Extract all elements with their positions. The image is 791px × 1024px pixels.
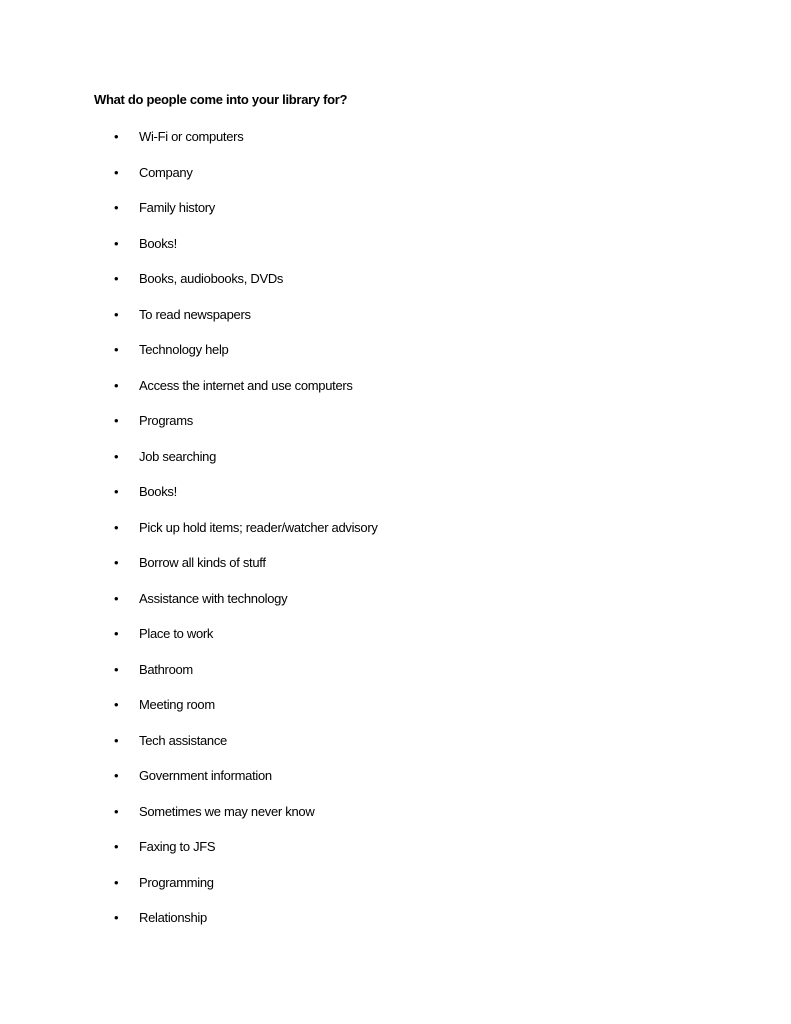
list-item	[0, 376, 791, 412]
list-item-text: Company	[139, 164, 193, 180]
list-item-text: Pick up hold items; reader/watcher advisory	[139, 519, 378, 535]
list-item-text: Assistance with technology	[139, 590, 288, 606]
list-item-text: Family history	[139, 200, 215, 215]
list-item-text: Books!	[139, 235, 177, 251]
list-item	[0, 731, 791, 767]
list-item	[0, 482, 791, 518]
bullet-icon: •	[114, 164, 119, 180]
bullet-icon: •	[114, 697, 119, 712]
bullet-icon: •	[114, 661, 119, 677]
list-item-text: Relationship	[139, 910, 207, 925]
list-item-text: Government information	[139, 768, 272, 783]
list-item-text: Faxing to JFS	[139, 839, 216, 854]
list-item-text: Place to work	[139, 626, 214, 641]
bullet-icon: •	[114, 626, 119, 641]
bullet-icon: •	[114, 874, 119, 890]
list-item-text: Programs	[139, 413, 193, 428]
list-item	[0, 163, 791, 199]
list-item	[0, 447, 791, 483]
list-item	[0, 518, 791, 554]
list-item-text: Wi-Fi or computers	[139, 129, 244, 144]
list-item-text: Technology help	[139, 342, 229, 357]
list-item-text: Tech assistance	[139, 732, 227, 748]
list-item-text: Borrow all kinds of stuff	[139, 555, 266, 570]
bullet-icon: •	[114, 377, 119, 393]
list-item-text: Books, audiobooks, DVDs	[139, 271, 284, 286]
list-item	[0, 340, 791, 376]
bullet-icon: •	[114, 129, 119, 144]
list-item-text: Access the internet and use computers	[139, 377, 353, 393]
list-item-text: Sometimes we may never know	[139, 803, 315, 819]
list-item	[0, 127, 791, 163]
bullet-icon: •	[114, 768, 119, 783]
list-item-text: Bathroom	[139, 661, 193, 677]
list-item	[0, 411, 791, 447]
bullet-icon: •	[114, 448, 119, 464]
bullet-icon: •	[114, 839, 119, 854]
list-item	[0, 198, 791, 234]
list-item	[0, 234, 791, 270]
list-item	[0, 624, 791, 660]
list-item	[0, 695, 791, 731]
list-item	[0, 802, 791, 838]
list-item	[0, 269, 791, 305]
list-item-text: Meeting room	[139, 697, 215, 712]
list-item	[0, 766, 791, 802]
list-item	[0, 305, 791, 341]
bullet-icon: •	[114, 235, 119, 251]
bullet-icon: •	[114, 342, 119, 357]
list-item-text: Books!	[139, 484, 177, 499]
list-item-text: Programming	[139, 874, 214, 890]
bullet-icon: •	[114, 803, 119, 819]
bullet-icon: •	[114, 306, 119, 322]
bullet-icon: •	[114, 910, 119, 925]
list-item-text: To read newspapers	[139, 306, 251, 322]
list-item	[0, 660, 791, 696]
bullet-icon: •	[114, 271, 119, 286]
bullet-icon: •	[114, 590, 119, 606]
list-item	[0, 837, 791, 873]
list-item	[0, 553, 791, 589]
answer-list	[0, 127, 791, 944]
list-item	[0, 908, 791, 944]
bullet-icon: •	[114, 413, 119, 428]
bullet-icon: •	[114, 200, 119, 215]
list-item-text: Job searching	[139, 448, 217, 464]
bullet-icon: •	[114, 519, 119, 535]
bullet-icon: •	[114, 732, 119, 748]
bullet-icon: •	[114, 484, 119, 499]
list-item	[0, 873, 791, 909]
list-item	[0, 589, 791, 625]
question-heading: What do people come into your library for?	[94, 92, 348, 107]
bullet-icon: •	[114, 555, 119, 570]
